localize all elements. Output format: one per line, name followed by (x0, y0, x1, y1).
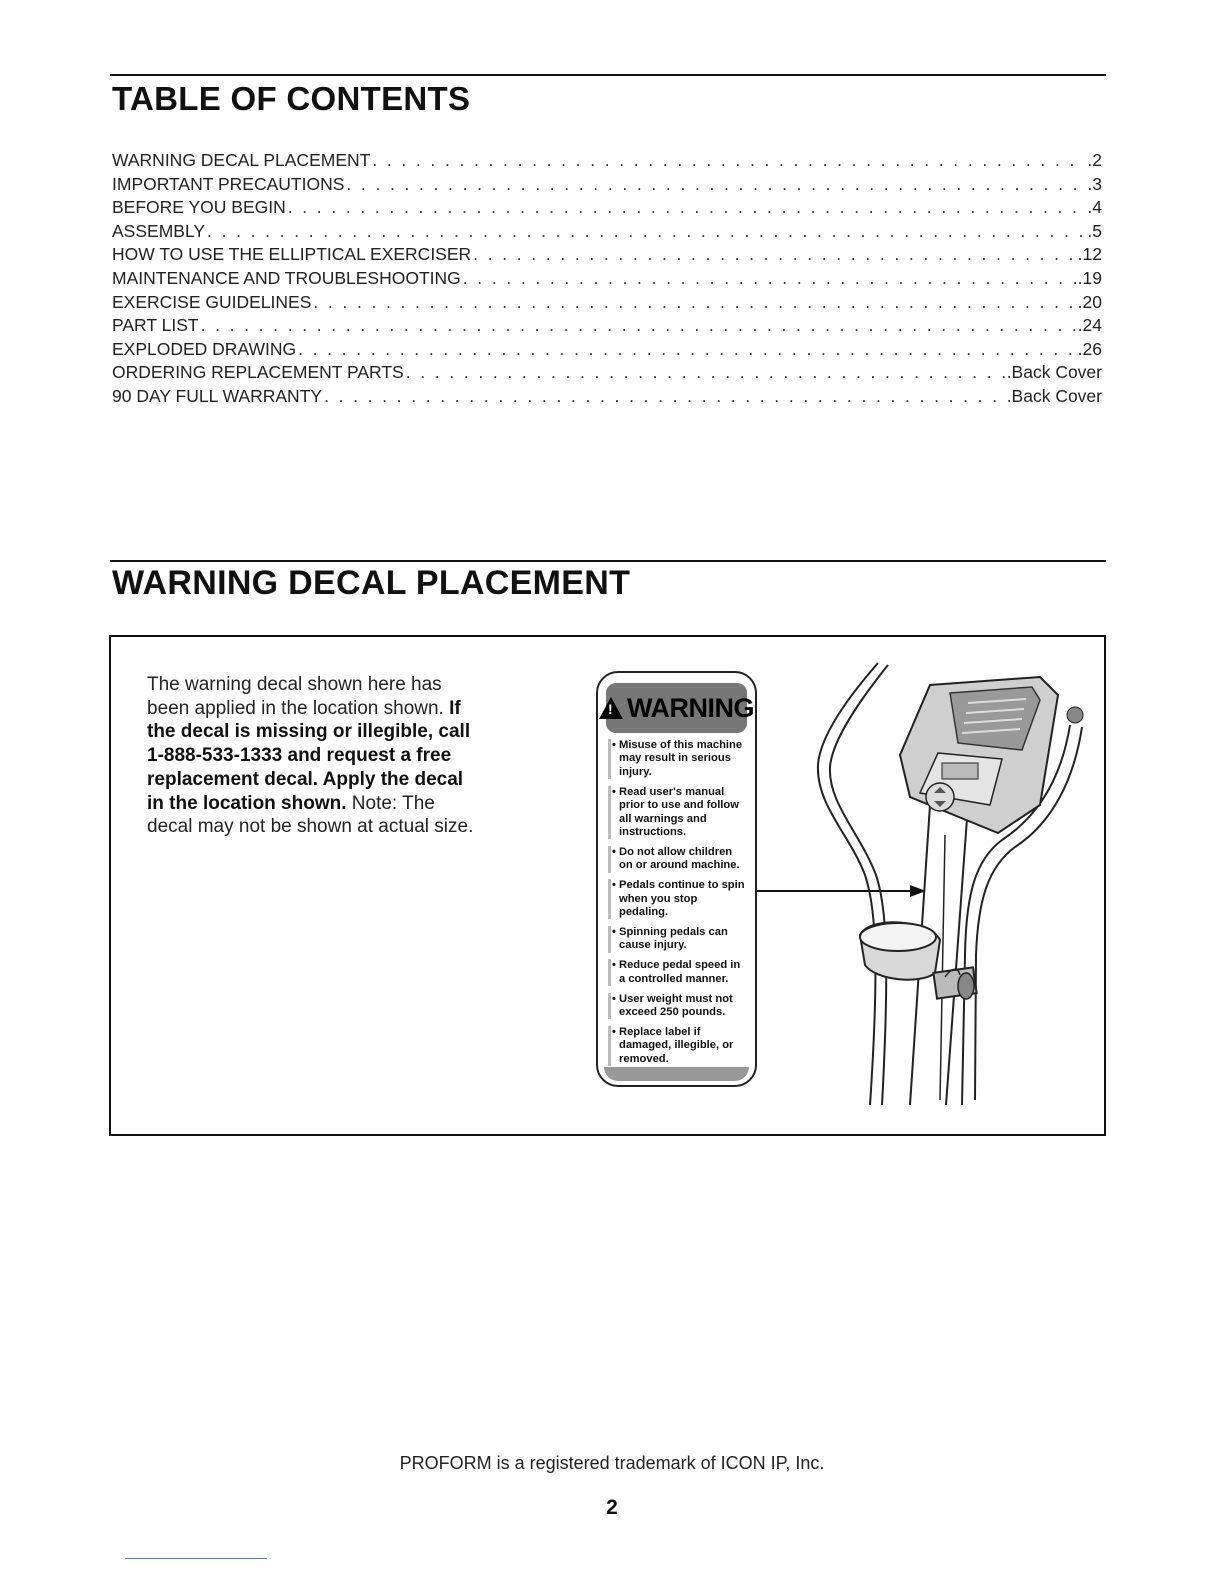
toc-entry-page: .Back Cover (1006, 385, 1102, 406)
toc-entry-page: .4 (1087, 197, 1102, 218)
toc-entry-label: ASSEMBLY (112, 220, 206, 241)
toc-leader-dots (324, 385, 1005, 409)
toc-entry-label: 90 DAY FULL WARRANTY (112, 385, 323, 406)
toc-entry (112, 291, 1102, 315)
decal-warning-item: • Do not allow children on or around machine. (608, 846, 747, 873)
toc-entry-page: .20 (1077, 291, 1102, 312)
toc-entry (112, 196, 1102, 220)
toc-entry-label: IMPORTANT PRECAUTIONS (112, 173, 345, 194)
toc-entry (112, 149, 1102, 173)
toc-leader-dots (463, 267, 1076, 291)
decal-warning-item: • Read user's manual prior to use and follow all warnings and instructions. (608, 786, 747, 840)
toc-leader-dots (313, 291, 1075, 315)
table-of-contents (112, 149, 1102, 409)
decal-bottom-band (604, 1067, 749, 1081)
toc-entry-label: HOW TO USE THE ELLIPTICAL EXERCISER (112, 244, 472, 265)
toc-entry-label: BEFORE YOU BEGIN (112, 197, 286, 218)
toc-top-rule (110, 74, 1106, 76)
trademark-notice: PROFORM is a registered trademark of ICON IP, Inc. (399, 1453, 825, 1473)
description-note: Note: The decal may not be shown at actual size. (147, 792, 474, 838)
warning-description (147, 673, 477, 839)
decal-warning-item: • Pedals continue to spin when you stop pedaling. (608, 879, 747, 919)
footer-link-line (125, 1558, 267, 1559)
toc-entry-page: .24 (1077, 315, 1102, 336)
warning-decal (596, 671, 757, 1087)
toc-entry-page: .Back Cover (1006, 362, 1102, 383)
toc-title: TABLE OF CONTENTS (112, 80, 471, 117)
toc-entry (112, 338, 1102, 362)
toc-leader-dots (406, 361, 1005, 385)
toc-entry-page: .5 (1087, 220, 1102, 241)
decal-warning-item: • User weight must not exceed 250 pounds. (608, 993, 747, 1020)
toc-leader-dots (346, 173, 1085, 197)
toc-entry (112, 314, 1102, 338)
toc-entry-page: .19 (1077, 267, 1102, 288)
toc-entry-label: WARNING DECAL PLACEMENT (112, 150, 371, 170)
toc-entry-label: ORDERING REPLACEMENT PARTS (112, 362, 404, 383)
decal-heading-text: WARNING (627, 692, 754, 723)
toc-entry-page: .2 (1087, 150, 1102, 170)
toc-entry (112, 385, 1102, 409)
decal-warning-item: • Replace label if damaged, illegible, or removed. (608, 1026, 747, 1066)
description-intro: The warning decal shown here has been applied in the location shown. (147, 674, 444, 719)
toc-entry (112, 173, 1102, 197)
decal-warning-item: • Spinning pedals can cause injury. (608, 926, 747, 953)
toc-entry-label: MAINTENANCE AND TROUBLESHOOTING (112, 267, 461, 288)
toc-leader-dots (372, 149, 1085, 173)
toc-entry (112, 267, 1102, 291)
toc-entry-label: EXERCISE GUIDELINES (112, 291, 312, 312)
toc-entry (112, 243, 1102, 267)
warning-triangle-icon (599, 697, 623, 719)
decal-warning-item: • Misuse of this machine may result in serious injury. (608, 739, 747, 779)
toc-entry-page: .3 (1087, 173, 1102, 194)
toc-entry (112, 361, 1102, 385)
toc-entry-page: .26 (1077, 338, 1102, 359)
toc-entry-page: .12 (1077, 244, 1102, 265)
decal-warning-item: • Reduce pedal speed in a controlled manner. (608, 959, 747, 986)
toc-leader-dots (288, 196, 1086, 220)
decal-warning-list (598, 739, 755, 1066)
elliptical-console-illustration (740, 655, 1090, 1105)
warning-top-rule (110, 560, 1106, 562)
toc-entry (112, 220, 1102, 244)
page-number: 2 (606, 1496, 618, 1519)
toc-entry-label: PART LIST (112, 315, 199, 336)
toc-leader-dots (298, 338, 1076, 362)
toc-leader-dots (201, 314, 1076, 338)
description-bold-instruction: If the decal is missing or illegible, call 1-888-533-1333 and request a free replacement decal. Apply the decal in the location shown. (147, 697, 471, 814)
toc-entry-label: EXPLODED DRAWING (112, 338, 297, 359)
warning-section-title: WARNING DECAL PLACEMENT (112, 564, 631, 602)
toc-leader-dots (207, 220, 1085, 244)
toc-leader-dots (473, 243, 1076, 267)
decal-heading (606, 683, 754, 733)
